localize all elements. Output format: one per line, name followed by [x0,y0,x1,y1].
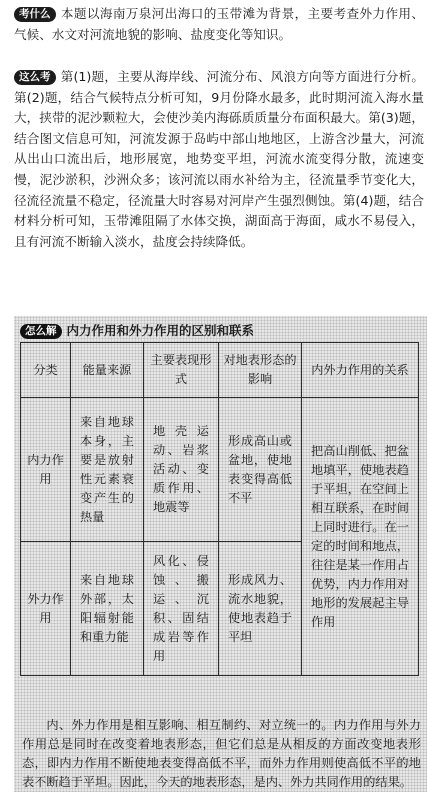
analysis-paragraph [14,67,424,252]
row-forms: 地壳运动、岩浆活动、变质作用、地震等 [144,398,219,542]
header-energy: 能量来源 [71,343,144,398]
section-title: 内力作用和外力作用的区别和联系 [66,323,255,338]
relation-cell: 把高山削低、把盆地填平，使地表趋于平坦，在空间上相互联系，在时间上同时进行。在一定的时间和地点，往往是某一作用占优势，内力作用对地形的发展起主导作用 [302,398,419,676]
kao-shen-me-badge: 考什么 [14,7,56,22]
row-impact: 形成风力、流水地貌，使地表趋于平坦 [219,542,302,676]
zen-me-jie-badge: 怎么解 [20,324,62,339]
analysis-text: 第(1)题，主要从海岸线、河流分布、风浪方向等方面进行分析。第(2)题，结合气候特点分析可知，9月份降水最多，此时期河流入海水量大，挟带的泥沙颗粒大，会使沙美内海砾质质量分布面积最大。第(3)题，结合图文信息可知，河流发源于岛屿中部山地地区，上游含沙量大，河流从出山口流出后，地形展宽，地势变平坦，河流水流变得分散，流速变慢，泥沙淤积，沙洲众多；该河流以雨水补给为主，径流量季节变化大，径流径流量不稳定，径流量大时容易对河岸产生强烈侧蚀。第(4)题，结合材料分析可知，玉带滩阻隔了水体交换，湖面高于海面，咸水不易侵入，且有河流不断输入淡水，盐度会持续降低。 [14,69,424,249]
section-header [20,322,254,340]
comparison-table [20,342,419,676]
intro-paragraph [14,4,424,45]
row-category: 外力作用 [21,542,71,676]
zhe-me-kao-badge: 这么考 [14,70,56,85]
row-energy: 来自地球本身，主要是放射性元素衰变产生的热量 [71,398,144,542]
explanation-section [14,316,427,792]
intro-text: 本题以海南万泉河出海口的玉带滩为背景，主要考查外力作用、气候、水文对河流地貌的影响、盐度变化等知识。 [14,6,424,42]
header-category: 分类 [21,343,71,398]
row-impact: 形成高山或盆地，使地表变得高低不平 [219,398,302,542]
header-impact: 对地表形态的影响 [219,343,302,398]
table-row [21,398,419,542]
row-category: 内力作用 [21,398,71,542]
header-relation: 内外力作用的关系 [302,343,419,398]
header-forms: 主要表现形式 [144,343,219,398]
conclusion-paragraph: 内、外力作用是相互影响、相互制约、对立统一的。内力作用与外力作用总是同时在改变着地表形态，但它们总是从相反的方面改变地表形态，即内力作用不断使地表变得高低不平，而外力作用则使高低不平的地表不断趋于平坦。因此，今天的地表形态，是内、外力共同作用的结果。 [22,718,421,789]
row-energy: 来自地球外部，太阳辐射能和重力能 [71,542,144,676]
row-forms: 风化、侵蚀、搬运、沉积、固结成岩等作用 [144,542,219,676]
table-header-row [21,343,419,398]
